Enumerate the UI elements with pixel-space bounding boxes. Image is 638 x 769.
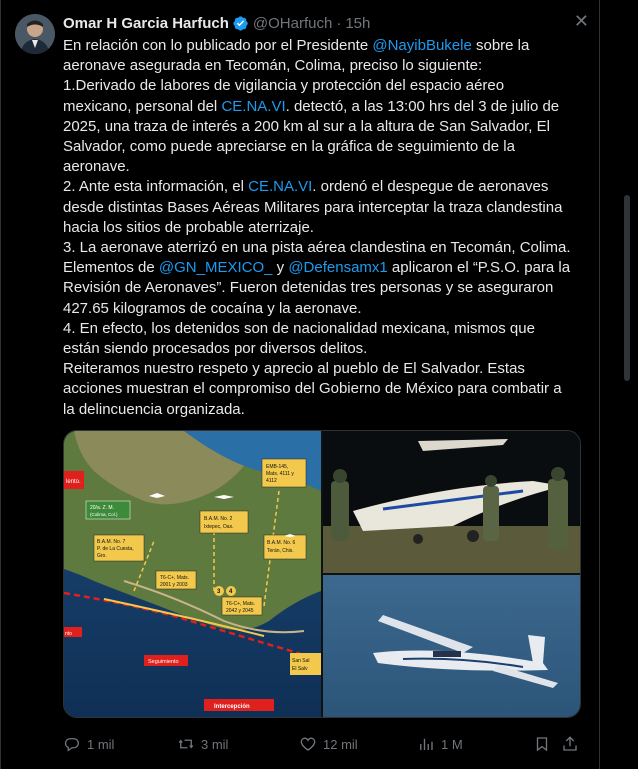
- map-label-intercepcion: Intercepción: [214, 704, 250, 710]
- views-count: 1 M: [441, 736, 463, 752]
- map-label-bam7-b: P. de La Cuesta,: [97, 546, 134, 552]
- tweet-text-segment: . ordenó el despegue de aeronaves: [312, 178, 549, 196]
- mention-link[interactable]: @NayibBukele: [372, 37, 472, 54]
- tweet-text-line: [63, 36, 583, 56]
- tweet-text-segment: 3. La aeronave aterrizó en una pista aérea clandestina en Tecomán, Colima.: [63, 239, 571, 257]
- map-label-zm: 20/a. Z. M.: [90, 505, 114, 511]
- tweet-text-line: [63, 218, 583, 238]
- tweet-text-line: [63, 400, 583, 420]
- tweet-text-segment: Revisión de Aeronaves”. Fueron detenidas tres personas y se aseguraron: [63, 279, 554, 297]
- avatar[interactable]: [15, 14, 55, 54]
- map-label-t6a: T6-C+, Mats.: [160, 575, 190, 581]
- tweet-text-segment: la delincuencia organizada.: [63, 400, 245, 418]
- tweet-content: [63, 12, 583, 420]
- like-button[interactable]: [299, 735, 358, 753]
- tweet-text-segment: 2. Ante esta información, el: [63, 178, 249, 196]
- map-label-t6a-b: 2001 y 2003: [160, 582, 188, 588]
- author-name[interactable]: Omar H Garcia Harfuch: [63, 14, 229, 32]
- map-label-bam6: B.A.M. No. 6: [267, 540, 296, 546]
- tweet-time[interactable]: 15h: [345, 14, 371, 32]
- tweet-text-line: [63, 157, 583, 177]
- tweet-text-segment: mexicano, personal del: [63, 97, 222, 115]
- media-grid: [63, 430, 581, 718]
- map-label-bam2-b: Ixtepec, Oax.: [204, 524, 234, 530]
- tweet-header: [63, 12, 583, 34]
- map-marker-4: 4: [229, 589, 233, 595]
- close-icon[interactable]: ✕: [573, 11, 589, 31]
- reply-button[interactable]: [63, 735, 114, 753]
- photo-soldiers-aircraft[interactable]: [323, 431, 581, 573]
- tweet-text-line: [63, 56, 583, 76]
- verified-icon: [232, 15, 249, 32]
- bookmark-icon: [533, 735, 551, 753]
- tweet[interactable]: [1, 0, 601, 752]
- map-label-emb: EMB-145,: [266, 464, 289, 470]
- map-label-salv: San Sal: [292, 658, 310, 664]
- tweet-text-line: [63, 117, 583, 137]
- retweet-icon: [177, 735, 195, 753]
- scrollbar-thumb[interactable]: [624, 195, 630, 381]
- map-label-bam7-c: Gro.: [97, 553, 107, 559]
- separator-dot: ·: [336, 14, 342, 32]
- tweet-text-segment: Reiteramos nuestro respeto y aprecio al pueblo de El Salvador. Estas: [63, 360, 525, 378]
- tweet-text-line: [63, 339, 583, 359]
- share-icon: [561, 735, 579, 753]
- map-label-emb-c: 4112: [266, 478, 277, 484]
- action-bar: [63, 734, 583, 754]
- tweet-text-segment: 2025, una traza de interés a 200 km al sur a la altura de San Salvador, El: [63, 117, 550, 135]
- tweet-text-segment: y: [272, 259, 289, 277]
- tweet-text-line: [63, 319, 583, 339]
- tweet-text-line: [63, 97, 583, 117]
- photo-aircraft-sea[interactable]: [323, 575, 581, 718]
- tweet-text: [63, 36, 583, 420]
- tweet-text-segment: desde distintas Bases Aéreas Militares para interceptar la traza clandestina: [63, 198, 563, 216]
- map-label-t6b-b: 2042 y 2045: [226, 608, 254, 614]
- tweet-text-segment: Elementos de: [63, 259, 159, 277]
- retweet-count: 3 mil: [201, 736, 229, 752]
- map-image[interactable]: [64, 431, 321, 718]
- map-label-zm-sub: (Colima, Col.): [90, 512, 118, 517]
- tweet-text-line: [63, 258, 583, 278]
- tweet-text-segment: aeronave asegurada en Tecomán, Colima, preciso lo siguiente:: [63, 57, 483, 75]
- map-label-emb-b: Mats. 4111 y: [266, 471, 294, 477]
- tweet-text-segment: están siendo procesados por diversos delitos.: [63, 340, 368, 358]
- retweet-button[interactable]: [177, 735, 228, 753]
- map-label-bam6-b: Terán, Chis.: [267, 548, 294, 554]
- mention-link[interactable]: @GN_MEXICO_: [158, 259, 273, 277]
- map-label-lento: lento.: [66, 479, 81, 485]
- views-button[interactable]: [417, 735, 463, 753]
- tweet-text-line: [63, 379, 583, 399]
- map-label-seguimiento: Seguimiento: [148, 659, 179, 665]
- heart-icon: [299, 735, 317, 753]
- tweet-text-line: [63, 299, 583, 319]
- scrollbar[interactable]: [600, 0, 638, 769]
- mention-link[interactable]: @Defensamx1: [288, 259, 388, 277]
- reply-icon: [63, 735, 81, 753]
- tweet-text-segment: . detectó, a las 13:00 hrs del 3 de julio de: [285, 97, 560, 115]
- map-label-salv-b: El Salv: [292, 666, 308, 672]
- tweet-text-segment: 1.Derivado de labores de vigilancia y protección del espacio aéreo: [63, 77, 505, 95]
- tweet-text-segment: sobre la: [471, 37, 530, 54]
- tweet-text-line: [63, 137, 583, 157]
- tweet-text-line: [63, 198, 583, 218]
- tweet-text-line: [63, 76, 583, 96]
- tweet-text-line: [63, 238, 583, 258]
- tweet-text-segment: acciones muestran el compromiso del Gobierno de México para combatir a: [63, 380, 562, 398]
- tweet-text-segment: Salvador, como puede apreciarse en la gráfica de seguimiento de la: [63, 138, 515, 156]
- tweet-text-segment: hacia los sitios de probable aterrizaje.: [63, 218, 314, 236]
- tweet-text-segment: 4. En efecto, los detenidos son de nacionalidad mexicana, mismos que: [63, 319, 535, 337]
- bookmark-button[interactable]: [533, 735, 557, 753]
- map-label-bam2: B.A.M. No. 2: [204, 516, 233, 522]
- tweet-text-line: [63, 177, 583, 197]
- map-label-bam7: B.A.M. No. 7: [97, 539, 126, 545]
- mention-link[interactable]: CE.NA.VI: [248, 178, 313, 196]
- tweet-text-segment: aplicaron el “P.S.O. para la: [387, 259, 571, 277]
- tweet-text-line: [63, 359, 583, 379]
- map-label-nto: nto: [65, 631, 72, 637]
- map-marker-3: 3: [217, 589, 221, 595]
- tweet-text-segment: aeronave.: [63, 158, 130, 176]
- tweet-text-segment: En relación con lo publicado por el Presidente: [63, 37, 373, 54]
- author-handle[interactable]: @OHarfuch: [252, 14, 333, 32]
- tweet-text-segment: 427.65 kilogramos de cocaína y la aeronave.: [63, 299, 362, 317]
- reply-count: 1 mil: [87, 736, 115, 752]
- share-button[interactable]: [561, 735, 585, 753]
- map-label-t6b: T6-C+, Mats.: [226, 601, 256, 607]
- mention-link[interactable]: CE.NA.VI: [221, 97, 286, 115]
- views-icon: [417, 735, 435, 753]
- tweet-text-line: [63, 278, 583, 298]
- like-count: 12 mil: [323, 736, 358, 752]
